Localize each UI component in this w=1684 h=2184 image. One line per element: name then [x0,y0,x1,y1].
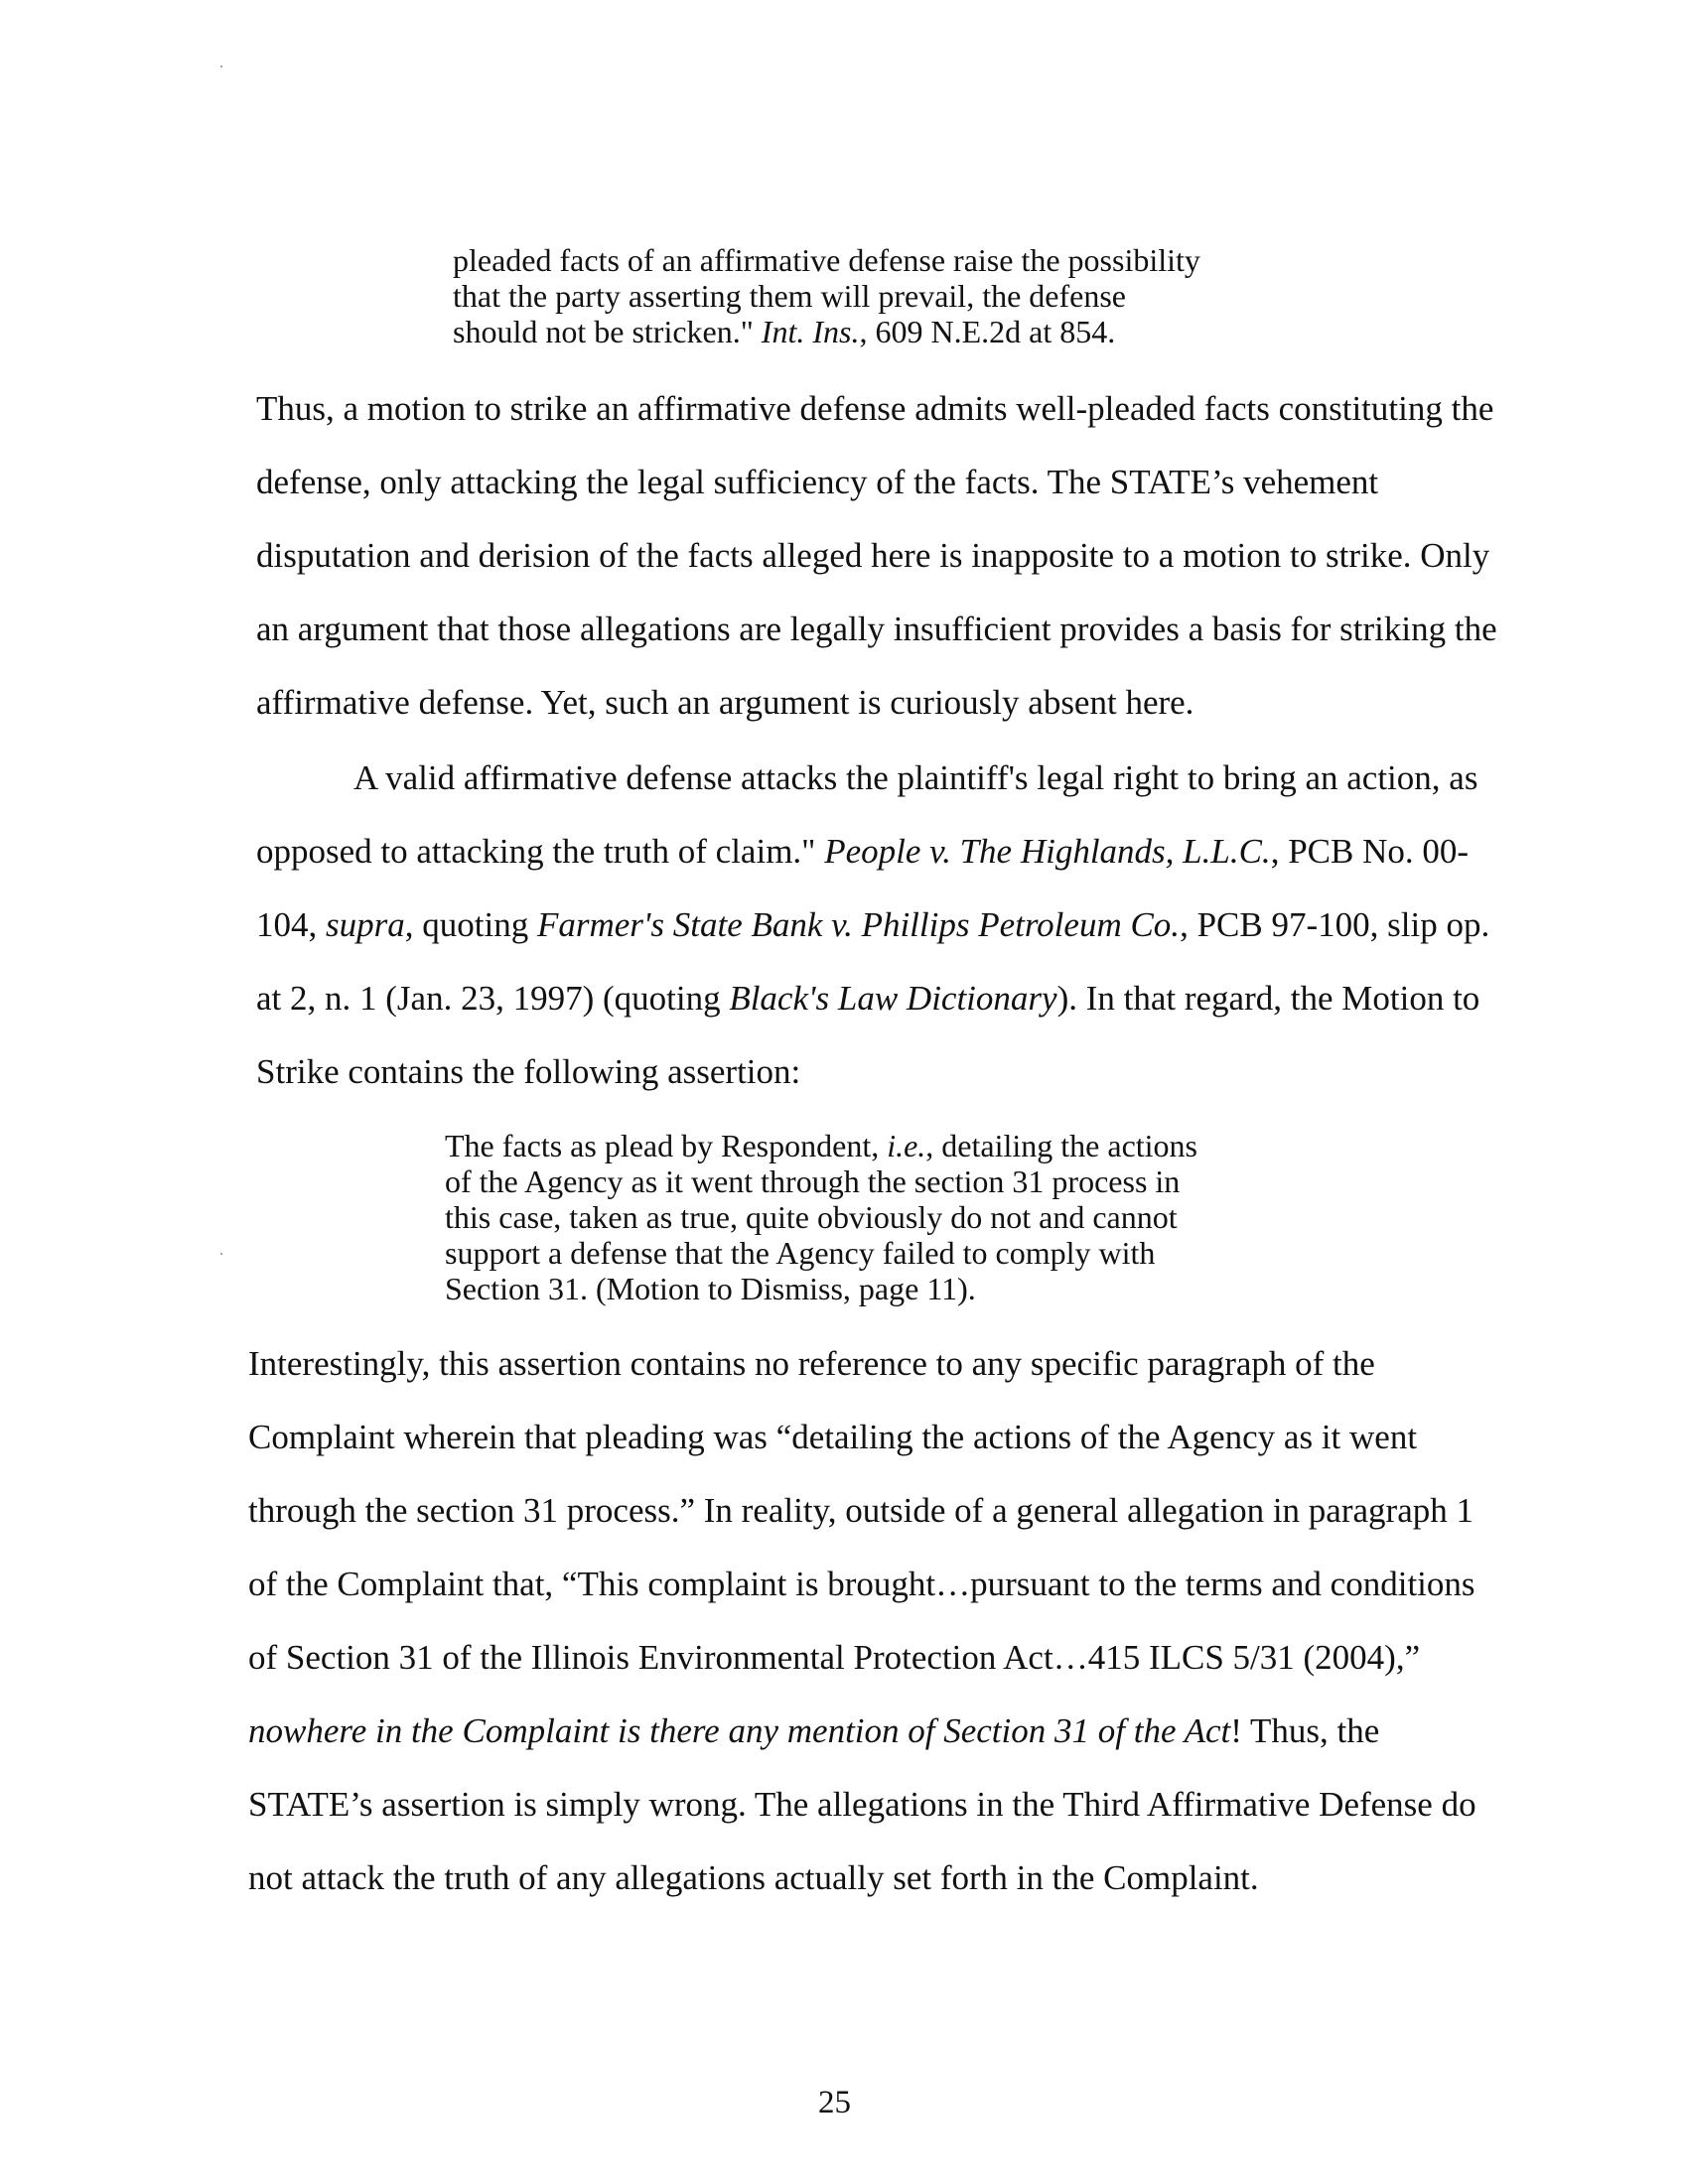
paragraph-3-line-5: of Section 31 of the Illinois Environmental Protection Act…415 ILCS 5/31 (2004),” [248,1638,1421,1677]
citation-farmers-state-bank: Farmer's State Bank v. Phillips Petroleum Co. [536,905,1181,944]
block-quote-1-line-2: that the party asserting them will prevail, the defense [453,278,1126,314]
block-quote-1-line-3: should not be stricken." Int. Ins., 609 N.E.2d at 854. [453,314,1116,349]
paragraph-1-line-2: defense, only attacking the legal sufficiency of the facts. The STATE’s vehement [256,463,1379,501]
paragraph-2-line-2: opposed to attacking the truth of claim." People v. The Highlands, L.L.C., PCB No. 00- [256,832,1470,871]
paragraph-1-line-3: disputation and derision of the facts alleged here is inapposite to a motion to strike. Only [256,536,1490,575]
citation-int-ins: Int. Ins. [761,314,860,349]
block-quote-1-line-1: pleaded facts of an affirmative defense raise the possibility [453,242,1200,278]
block-quote-2-line-5: Section 31. (Motion to Dismiss, page 11). [445,1271,976,1306]
paragraph-3-line-6: nowhere in the Complaint is there any mention of Section 31 of the Act! Thus, the [248,1711,1380,1750]
paragraph-1-line-4: an argument that those allegations are legally insufficient provides a basis for striking the [256,610,1497,648]
paragraph-1-line-5: affirmative defense. Yet, such an argument is curiously absent here. [256,683,1194,722]
emphasis-nowhere-mention: nowhere in the Complaint is there any mention of Section 31 of the Act [248,1711,1231,1750]
block-quote-2-line-4: support a defense that the Agency failed to comply with [445,1235,1156,1271]
block-quote-2-line-1: The facts as plead by Respondent, i.e., detailing the actions [445,1128,1197,1163]
paragraph-1-line-1: Thus, a motion to strike an affirmative defense admits well-pleaded facts constituting the [256,389,1494,428]
citation-blacks-law-dictionary: Black's Law Dictionary [729,979,1057,1018]
paragraph-3-line-1: Interestingly, this assertion contains no reference to any specific paragraph of the [248,1344,1375,1383]
paragraph-2-line-5: Strike contains the following assertion: [256,1052,801,1091]
block-quote-2-line-3: this case, taken as true, quite obviously do not and cannot [445,1199,1178,1235]
paragraph-3-line-4: of the Complaint that, “This complaint is brought…pursuant to the terms and conditions [248,1565,1475,1603]
paragraph-3-line-8: not attack the truth of any allegations actually set forth in the Complaint. [248,1858,1259,1897]
scan-speck [220,66,222,68]
page-number: 25 [818,2085,851,2120]
paragraph-3-line-2: Complaint wherein that pleading was “detailing the actions of the Agency as it went [248,1418,1418,1456]
paragraph-3-line-7: STATE’s assertion is simply wrong. The allegations in the Third Affirmative Defense do [248,1785,1476,1824]
scan-speck [220,1253,222,1255]
paragraph-3-line-3: through the section 31 process.” In reality, outside of a general allegation in paragraph 1 [248,1491,1474,1530]
paragraph-2-line-3: 104, supra, quoting Farmer's State Bank v. Phillips Petroleum Co., PCB 97-100, slip op. [256,905,1490,944]
paragraph-2-line-4: at 2, n. 1 (Jan. 23, 1997) (quoting Black's Law Dictionary). In that regard, the Motion to [256,979,1480,1018]
paragraph-2-line-1: A valid affirmative defense attacks the plaintiff's legal right to bring an action, as [353,758,1478,797]
citation-people-v-highlands: People v. The Highlands, L.L.C. [824,832,1271,871]
block-quote-2-line-2: of the Agency as it went through the section 31 process in [445,1163,1181,1199]
